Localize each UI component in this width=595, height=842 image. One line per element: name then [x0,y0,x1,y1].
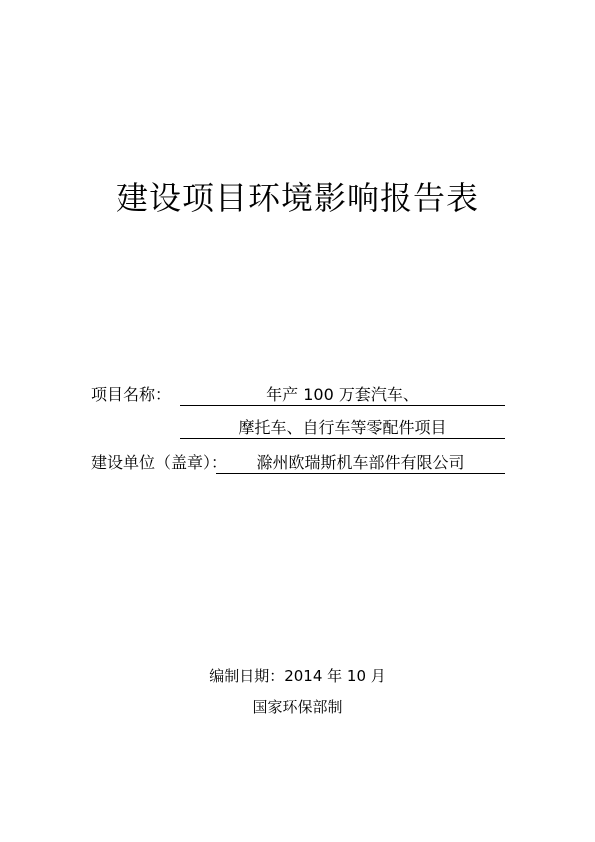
construction-unit-label: 建设单位（盖章）： [91,453,228,472]
project-name-label: 项目名称： [91,385,172,404]
construction-unit-value: 滁州欧瑞斯机车部件有限公司 [216,453,505,474]
issuing-authority: 国家环保部制 [252,698,343,716]
project-name-line-2: 摩托车、自行车等零配件项目 [180,418,505,439]
project-name-line-1: 年产 100 万套汽车、 [180,385,505,406]
document-title: 建设项目环境影响报告表 [115,179,479,217]
compilation-date: 编制日期：2014 年 10 月 [209,667,386,685]
